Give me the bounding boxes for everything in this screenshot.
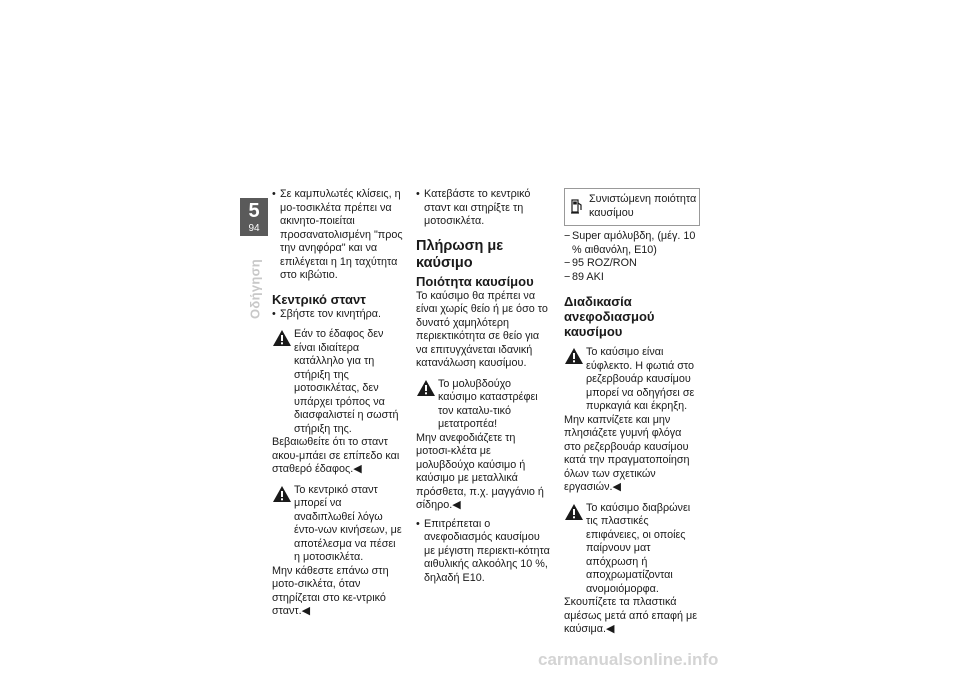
side-title: Οδήγηση	[247, 258, 263, 320]
warning-icon	[272, 485, 292, 503]
bullet-item: • Σε καμπυλωτές κλίσεις, η μο-τοσικλέτα πρέπει να ακινητο-ποιείται προσανατολισμένη "προς την ανηφόρα" και να επιλέγεται η 1η ταχύτητα στο κιβώτιο.	[272, 188, 403, 281]
fuel-item: − 89 AKI	[564, 270, 604, 283]
warning-icon	[564, 347, 584, 365]
warning-icon	[272, 329, 292, 347]
bullet-item: • Επιτρέπεται ο ανεφοδιασμός καυσίμου με μέγιστη περιεκτι-κότητα αιθυλικής αλκοόλης 10 %, δηλαδή E10.	[416, 517, 550, 584]
warning-block: Εάν το έδαφος δεν είναι ιδιαίτερα κατάλληλο για τη στήριξη της μοτοσικλέτας, δεν υπάρχει τρόπος να διασφαλιστεί η σωστή στήριξη της.	[272, 328, 404, 436]
section-heading-refuel-procedure: Διαδικασία ανεφοδιασμού καυσίμου	[564, 294, 655, 339]
warning-block: Το μολυβδούχο καύσιμο καταστρέφει τον καταλυ-τικό μετατροπέα!	[416, 378, 550, 432]
info-box	[564, 188, 700, 226]
warning-text: Σκουπίζετε τα πλαστικά αμέσως μετά από επαφή με καύσιμα.◀	[564, 596, 698, 635]
fuel-item: − 95 ROZ/RON	[564, 257, 637, 269]
warning-text: Μην καπνίζετε και μην πλησιάζετε γυμνή φλόγα στο ρεζερβουάρ καυσίμου κατά την πραγματοποίηση όλων των σχετικών εργασιών.◀	[564, 413, 690, 493]
page-number: 94	[248, 223, 260, 234]
section-heading-center-stand: Κεντρικό σταντ	[272, 291, 366, 307]
fuel-item: − Super αμόλυβδη, (μέγ. 10 % αιθανόλη, E10)	[564, 230, 696, 256]
paragraph: Το καύσιμο θα πρέπει να είναι χωρίς θείο ή με όσο το δυνατό χαμηλότερη περιεκτικότητα σε θείο για να επιτυγχάνεται ιδανική κατανάλωση καυσίμου.	[416, 289, 548, 369]
warning-icon	[564, 503, 584, 521]
section-heading-refuel: Πλήρωση με καύσιμο	[416, 237, 504, 271]
column-1	[272, 188, 404, 619]
warning-text: Βεβαιωθείτε ότι το σταντ ακου-μπάει σε επίπεδο και σταθερό έδαφος.◀	[272, 436, 400, 475]
warning-block: Το κεντρικό σταντ μπορεί να αναδιπλωθεί λόγω έντο-νων κινήσεων, με αποτέλεσμα να πέσει η μοτοσικλέτα.	[272, 484, 404, 565]
column-2	[416, 188, 550, 585]
warning-text: Μην ανεφοδιάζετε τη μοτοσι-κλέτα με μολυβδούχο καύσιμο ή καύσιμο με μεταλλικά πρόσθετα, π.χ. μαγγάνιο ή σίδηρο.◀	[416, 431, 544, 511]
chapter-tab	[240, 198, 268, 236]
warning-text: Μην κάθεστε επάνω στη μοτο-σικλέτα, όταν στηρίζεται στο κε-ντρικό σταντ.◀	[272, 564, 389, 617]
warning-icon	[416, 379, 436, 397]
column-3	[564, 188, 700, 637]
chapter-number: 5	[248, 200, 260, 222]
bullet-item: • Κατεβάστε το κεντρικό σταντ και στηρίξτε τη μοτοσικλέτα.	[416, 188, 531, 227]
warning-block: Το καύσιμο είναι εύφλεκτο. Η φωτιά στο ρεζερβουάρ καυσίμου μπορεί να οδηγήσει σε πυρκαγιά και έκρηξη.	[564, 346, 700, 414]
warning-block: Το καύσιμο διαβρώνει τις πλαστικές επιφάνειες, οι οποίες παίρνουν ματ απόχρωση ή αποχρωματίζονται ανομοιόμορφα.	[564, 502, 700, 597]
watermark: carmanualsonline.info	[538, 650, 719, 669]
bullet-item: • Σβήστε τον κινητήρα.	[272, 307, 381, 320]
info-text: Συνιστώμενη ποιότητα καυσίμου	[589, 193, 697, 219]
subheading-fuel-quality: Ποιότητα καυσίμου	[416, 273, 534, 289]
fuel-pump-icon	[571, 198, 583, 214]
